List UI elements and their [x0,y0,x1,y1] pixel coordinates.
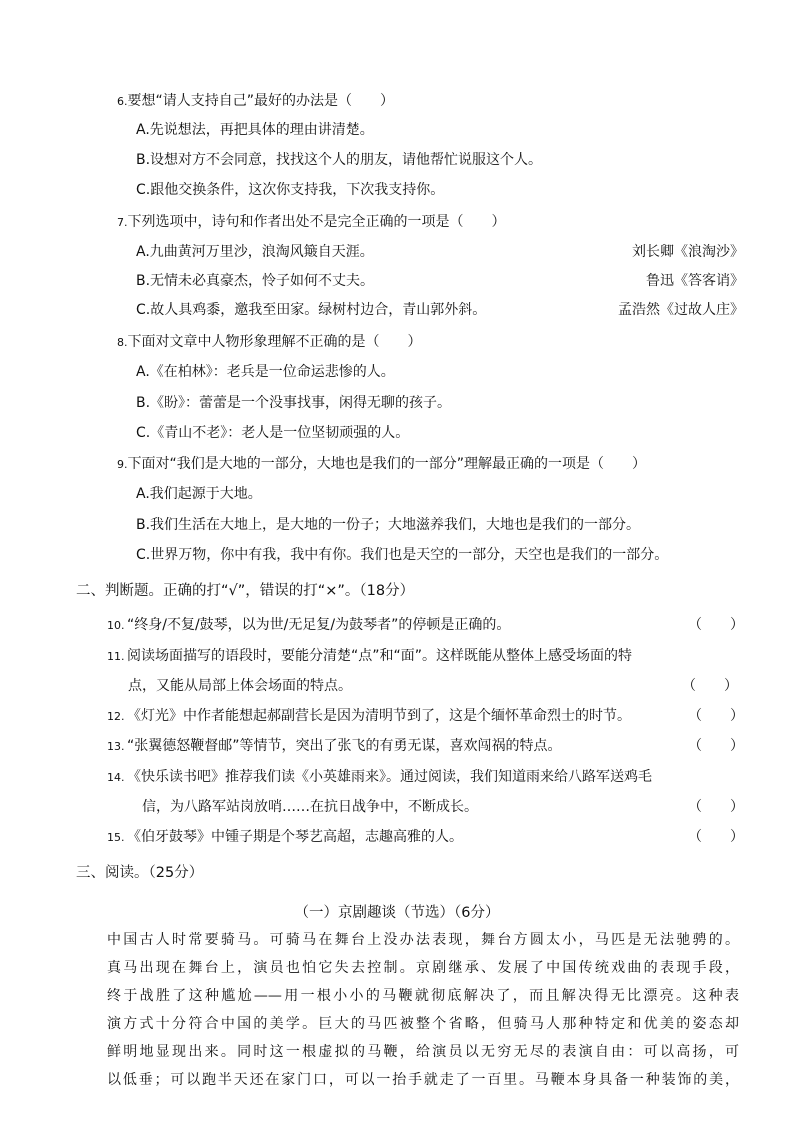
judge-item-11 [107,647,632,666]
passage-title: （一）京剧趣谈（节选）（6分） [294,905,500,921]
judge-item-12 [107,707,631,726]
passage-line: 真马出现在舞台上，演员也怕它失去控制。京剧继承、发展了中国传统戏曲的表现手段， [107,960,739,976]
passage-line: 终于战胜了这种尴尬——用一根小小的马鞭就彻底解决了，而且解决得无比漂亮。这种表 [107,988,739,1004]
option-b: B.《盼》：蕾蕾是一个没事找事，闲得无聊的孩子。 [136,395,452,411]
item-text-continued: 信，为八路军站岗放哨……在抗日战争中，不断成长。 [142,799,478,815]
judge-item-14 [107,768,652,787]
option-b: B.无情未必真豪杰，怜子如何不丈夫。 [136,273,375,289]
item-text: 《快乐读书吧》推荐我们读《小英雄雨来》。通过阅读，我们知道雨来给八路军送鸡毛 [127,769,652,785]
passage-line: 鲜明地显现出来。同时这一根虚拟的马鞭，给演员以无穷无尽的表演自由：可以高扬，可 [107,1044,739,1060]
item-number: 15. [107,831,125,844]
question-text: 下列选项中，诗句和作者出处不是完全正确的一项是（ ） [127,214,506,230]
answer-blank[interactable]: （ ） [688,617,744,633]
option-c: C.世界万物，你中有我，我中有你。我们也是天空的一部分，天空也是我们的一部分。 [136,547,669,563]
option-c: C.《青山不老》：老人是一位坚韧顽强的人。 [136,425,410,441]
answer-blank[interactable]: （ ） [688,738,744,754]
passage-line: 中国古人时常要骑马。可骑马在舞台上没办法表现，舞台方圆太小，马匹是无法驰骋的。 [107,932,739,948]
question-7 [117,213,506,232]
option-source: 孟浩然《过故人庄》 [618,302,744,318]
option-b: B.我们生活在大地上，是大地的一份子；大地滋养我们，大地也是我们的一部分。 [136,517,641,533]
answer-blank[interactable]: （ ） [688,829,744,845]
option-a: A.九曲黄河万里沙，浪淘风簸自天涯。 [136,244,374,260]
item-text: 《伯牙鼓琴》中锺子期是个琴艺高超，志趣高雅的人。 [127,829,463,845]
question-number: 9. [117,458,128,471]
judge-item-13 [107,737,562,756]
answer-blank[interactable]: （ ） [682,678,738,694]
item-number: 13. [107,740,125,753]
item-number: 11. [107,650,125,663]
option-c: C.跟他交换条件，这次你支持我，下次我支持你。 [136,182,445,198]
question-6 [117,92,394,111]
option-source: 鲁迅《答客诮》 [646,273,744,289]
option-a: A.《在柏林》：老兵是一位命运悲惨的人。 [136,364,395,380]
item-text: “终身/不复/鼓琴，以为世/无足复/为鼓琴者”的停顿是正确的。 [127,617,511,633]
answer-blank[interactable]: （ ） [688,799,744,815]
option-source: 刘长卿《浪淘沙》 [632,244,744,260]
question-text: 下面对“我们是大地的一部分，大地也是我们的一部分”理解最正确的一项是（ ） [127,456,647,472]
option-b: B.设想对方不会同意，找找这个人的朋友，请他帮忙说服这个人。 [136,152,543,168]
question-8 [117,333,422,352]
option-c: C.故人具鸡黍，邀我至田家。绿树村边合，青山郭外斜。 [136,302,487,318]
passage-line: 演方式十分符合中国的美学。巨大的马匹被整个省略，但骑马人那种特定和优美的姿态却 [107,1016,739,1032]
question-text: 下面对文章中人物形象理解不正确的是（ ） [127,334,422,350]
question-text: 要想“请人支持自己”最好的办法是（ ） [127,93,395,109]
item-text-continued: 点，又能从局部上体会场面的特点。 [128,678,352,694]
item-text: 《灯光》中作者能想起郝副营长是因为清明节到了，这是个缅怀革命烈士的时节。 [127,708,631,724]
question-number: 7. [117,216,128,229]
option-a: A.我们起源于大地。 [136,486,262,502]
item-number: 10. [107,619,125,632]
answer-blank[interactable]: （ ） [688,708,744,724]
question-number: 6. [117,95,128,108]
question-number: 8. [117,336,128,349]
passage-line: 以低垂；可以跑半天还在家门口，可以一抬手就走了一百里。马鞭本身具备一种装饰的美， [107,1072,739,1088]
item-number: 12. [107,710,125,723]
item-number: 14. [107,771,125,784]
judge-item-15 [107,828,463,847]
item-text: 阅读场面描写的语段时，要能分清楚“点”和“面”。这样既能从整体上感受场面的特 [127,648,633,664]
section-2-heading: 二、判断题。正确的打“√”，错误的打“×”。（18分） [76,583,415,599]
section-3-heading: 三、阅读。（25分） [76,865,204,881]
judge-item-10 [107,616,510,635]
question-9 [117,455,646,474]
item-text: “张翼德怒鞭督邮”等情节，突出了张飞的有勇无谋，喜欢闯祸的特点。 [127,738,562,754]
option-a: A.先说想法，再把具体的理由讲清楚。 [136,122,374,138]
